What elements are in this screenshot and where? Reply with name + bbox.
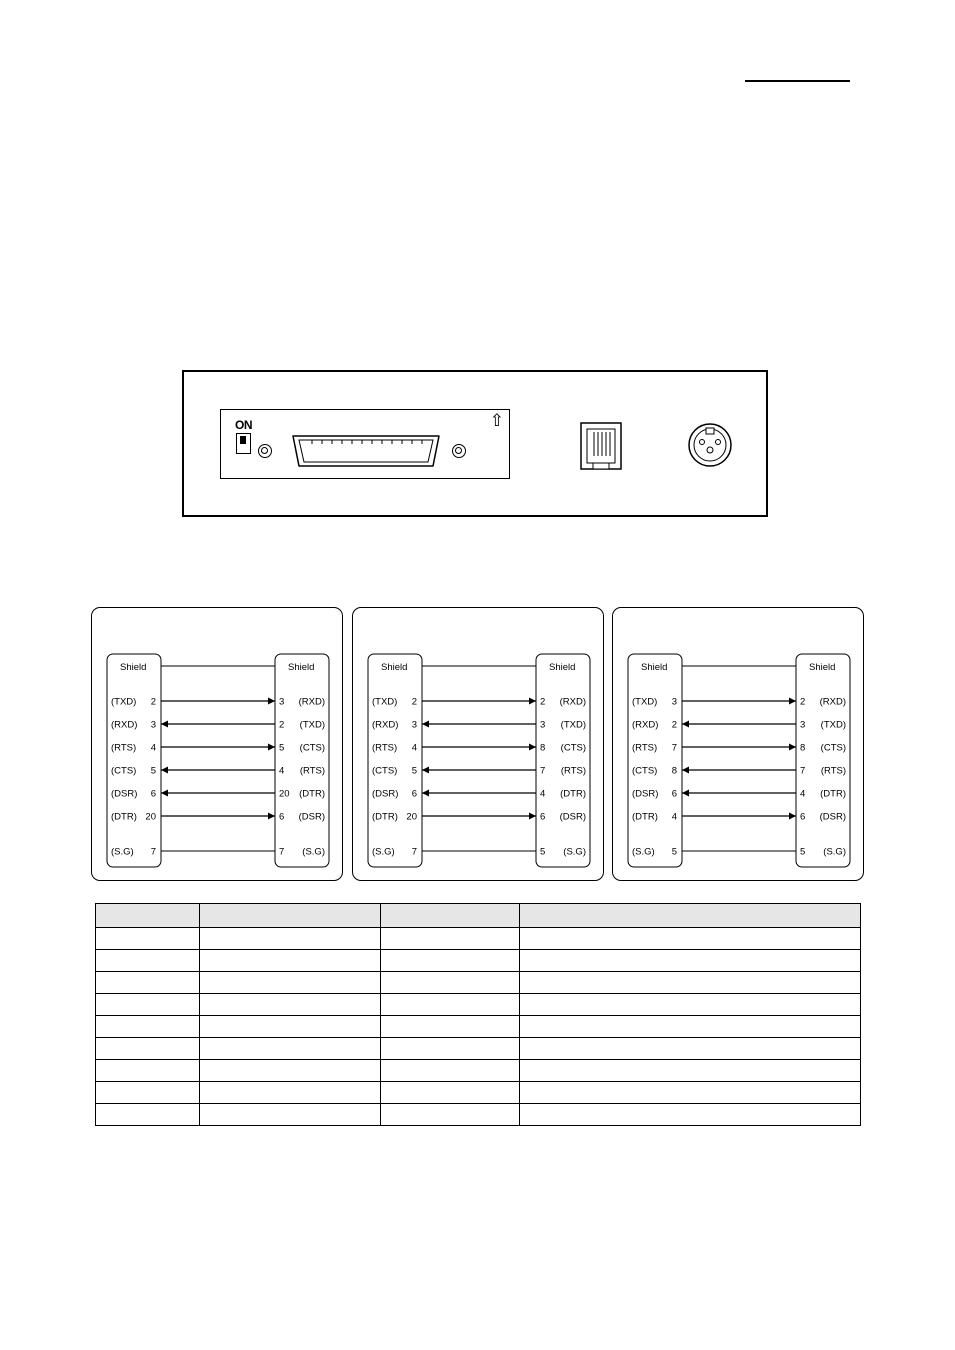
left-screw-icon — [258, 444, 272, 458]
shield-label-right: Shield — [809, 662, 836, 673]
wiring-diagram-1 — [91, 607, 343, 881]
right-pin-label: 3 — [800, 719, 806, 731]
left-pin-label: 4 — [150, 742, 156, 754]
table-cell — [381, 1038, 520, 1060]
right-signal-label: (S.G) — [563, 846, 586, 858]
right-screw-icon — [452, 444, 466, 458]
mini-din-jack-icon — [687, 422, 733, 468]
right-signal-label: (CTS) — [820, 742, 846, 754]
left-pin-label: 2 — [150, 696, 156, 708]
left-signal-label: (RXD) — [632, 719, 659, 731]
right-pin-label: 3 — [279, 696, 285, 708]
table-cell — [381, 950, 520, 972]
table-row — [96, 950, 861, 972]
table-cell — [520, 972, 861, 994]
table-cell — [520, 928, 861, 950]
up-arrow-icon: ⇧ — [489, 411, 504, 430]
left-connector-box — [107, 654, 161, 867]
left-signal-label: (RTS) — [111, 742, 137, 754]
right-pin-label: 6 — [540, 811, 546, 823]
right-connector-box — [796, 654, 850, 867]
left-signal-label: (CTS) — [111, 765, 137, 777]
left-pin-label: 5 — [150, 765, 156, 777]
table-cell — [520, 1038, 861, 1060]
shield-label-left: Shield — [120, 662, 147, 673]
wiring-svg — [613, 608, 865, 882]
left-signal-label: (DTR) — [632, 811, 658, 823]
left-pin-label: 3 — [150, 719, 156, 731]
shield-label-right: Shield — [549, 662, 576, 673]
table-row — [96, 1104, 861, 1126]
table-cell — [96, 1016, 200, 1038]
table-row — [96, 928, 861, 950]
table-cell — [96, 928, 200, 950]
dip-switch-on-label: ON — [235, 418, 252, 432]
right-signal-label: (DSR) — [559, 811, 586, 823]
right-connector-box — [536, 654, 590, 867]
shield-label-left: Shield — [381, 662, 408, 673]
right-pin-label: 7 — [279, 846, 285, 858]
right-pin-label: 2 — [800, 696, 806, 708]
right-signal-label: (CTS) — [299, 742, 325, 754]
left-signal-label: (DSR) — [372, 788, 399, 800]
table-header-cell — [200, 904, 381, 928]
wiring-svg — [353, 608, 605, 882]
left-signal-label: (S.G) — [632, 846, 655, 858]
left-pin-label: 8 — [671, 765, 677, 777]
table-cell — [200, 1104, 381, 1126]
table-cell — [96, 950, 200, 972]
left-signal-label: (TXD) — [111, 696, 137, 708]
table-cell — [381, 994, 520, 1016]
left-pin-label: 7 — [150, 846, 156, 858]
left-pin-label: 4 — [411, 742, 417, 754]
left-signal-label: (S.G) — [111, 846, 134, 858]
right-pin-label: 6 — [279, 811, 285, 823]
left-connector-box — [368, 654, 422, 867]
left-pin-label: 6 — [671, 788, 677, 800]
wiring-svg — [92, 608, 344, 882]
right-pin-label: 5 — [540, 846, 546, 858]
table-cell — [200, 972, 381, 994]
table-row — [96, 994, 861, 1016]
right-signal-label: (RTS) — [560, 765, 586, 777]
right-pin-label: 4 — [279, 765, 285, 777]
right-signal-label: (RXD) — [819, 696, 846, 708]
left-pin-label: 2 — [411, 696, 417, 708]
left-pin-label: 7 — [671, 742, 677, 754]
right-signal-label: (TXD) — [299, 719, 325, 731]
table-cell — [520, 1104, 861, 1126]
right-signal-label: (RXD) — [559, 696, 586, 708]
parallel-interface-card — [220, 409, 510, 479]
left-pin-label: 7 — [411, 846, 417, 858]
left-signal-label: (TXD) — [372, 696, 398, 708]
right-pin-label: 5 — [800, 846, 806, 858]
right-signal-label: (CTS) — [560, 742, 586, 754]
left-signal-label: (DSR) — [111, 788, 138, 800]
right-pin-label: 8 — [540, 742, 546, 754]
right-signal-label: (S.G) — [823, 846, 846, 858]
right-signal-label: (DTR) — [299, 788, 325, 800]
right-signal-label: (DSR) — [819, 811, 846, 823]
table-cell — [200, 1016, 381, 1038]
table-cell — [200, 994, 381, 1016]
table-cell — [381, 1104, 520, 1126]
right-connector-box — [275, 654, 329, 867]
table-cell — [520, 1060, 861, 1082]
signal-table — [95, 903, 861, 1126]
left-signal-label: (RXD) — [111, 719, 138, 731]
right-signal-label: (TXD) — [820, 719, 846, 731]
right-pin-label: 6 — [800, 811, 806, 823]
right-pin-label: 4 — [800, 788, 806, 800]
shield-label-left: Shield — [641, 662, 668, 673]
table-cell — [200, 950, 381, 972]
left-signal-label: (RTS) — [372, 742, 398, 754]
left-pin-label: 20 — [406, 811, 417, 823]
left-pin-label: 5 — [411, 765, 417, 777]
right-pin-label: 2 — [540, 696, 546, 708]
table-cell — [96, 1082, 200, 1104]
table-row — [96, 1060, 861, 1082]
left-signal-label: (DTR) — [372, 811, 398, 823]
wiring-diagram-3 — [612, 607, 864, 881]
table-cell — [520, 1082, 861, 1104]
table-header-cell — [96, 904, 200, 928]
right-signal-label: (RXD) — [298, 696, 325, 708]
table-row — [96, 1082, 861, 1104]
left-pin-label: 2 — [671, 719, 677, 731]
table-cell — [96, 1060, 200, 1082]
table-cell — [381, 928, 520, 950]
right-pin-label: 8 — [800, 742, 806, 754]
wiring-diagram-2 — [352, 607, 604, 881]
table-row — [96, 1016, 861, 1038]
table-cell — [520, 994, 861, 1016]
right-signal-label: (RTS) — [820, 765, 846, 777]
table-cell — [200, 1060, 381, 1082]
left-pin-label: 4 — [671, 811, 677, 823]
left-signal-label: (S.G) — [372, 846, 395, 858]
centronics-connector-icon — [287, 434, 445, 468]
right-pin-label: 7 — [800, 765, 806, 777]
left-connector-box — [628, 654, 682, 867]
table-cell — [96, 1104, 200, 1126]
left-signal-label: (DTR) — [111, 811, 137, 823]
table-row — [96, 1038, 861, 1060]
dip-switch — [236, 433, 251, 454]
table-header-cell — [381, 904, 520, 928]
right-signal-label: (RTS) — [299, 765, 325, 777]
right-signal-label: (S.G) — [302, 846, 325, 858]
rj-modular-jack-icon — [580, 422, 622, 470]
left-signal-label: (RXD) — [372, 719, 399, 731]
left-pin-label: 6 — [411, 788, 417, 800]
left-signal-label: (TXD) — [632, 696, 658, 708]
table-cell — [381, 972, 520, 994]
table-header-row — [96, 904, 861, 928]
header-rule — [745, 80, 850, 82]
table-cell — [381, 1016, 520, 1038]
left-pin-label: 3 — [411, 719, 417, 731]
left-signal-label: (DSR) — [632, 788, 659, 800]
right-pin-label: 3 — [540, 719, 546, 731]
table-cell — [381, 1060, 520, 1082]
right-signal-label: (DTR) — [560, 788, 586, 800]
table-header-cell — [520, 904, 861, 928]
table-cell — [200, 928, 381, 950]
table-cell — [200, 1082, 381, 1104]
printer-rear-panel — [182, 370, 768, 517]
table-row — [96, 972, 861, 994]
table-cell — [520, 950, 861, 972]
left-signal-label: (CTS) — [632, 765, 658, 777]
left-pin-label: 6 — [150, 788, 156, 800]
table-cell — [520, 1016, 861, 1038]
left-signal-label: (RTS) — [632, 742, 658, 754]
table-cell — [200, 1038, 381, 1060]
right-pin-label: 4 — [540, 788, 546, 800]
table-cell — [96, 1038, 200, 1060]
left-pin-label: 20 — [145, 811, 156, 823]
table-cell — [96, 972, 200, 994]
right-pin-label: 5 — [279, 742, 285, 754]
right-pin-label: 7 — [540, 765, 546, 777]
right-signal-label: (DSR) — [298, 811, 325, 823]
shield-label-right: Shield — [288, 662, 315, 673]
table-cell — [96, 994, 200, 1016]
left-pin-label: 5 — [671, 846, 677, 858]
left-pin-label: 3 — [671, 696, 677, 708]
right-signal-label: (TXD) — [560, 719, 586, 731]
right-signal-label: (DTR) — [820, 788, 846, 800]
left-signal-label: (CTS) — [372, 765, 398, 777]
right-pin-label: 2 — [279, 719, 285, 731]
table-cell — [381, 1082, 520, 1104]
right-pin-label: 20 — [279, 788, 290, 800]
